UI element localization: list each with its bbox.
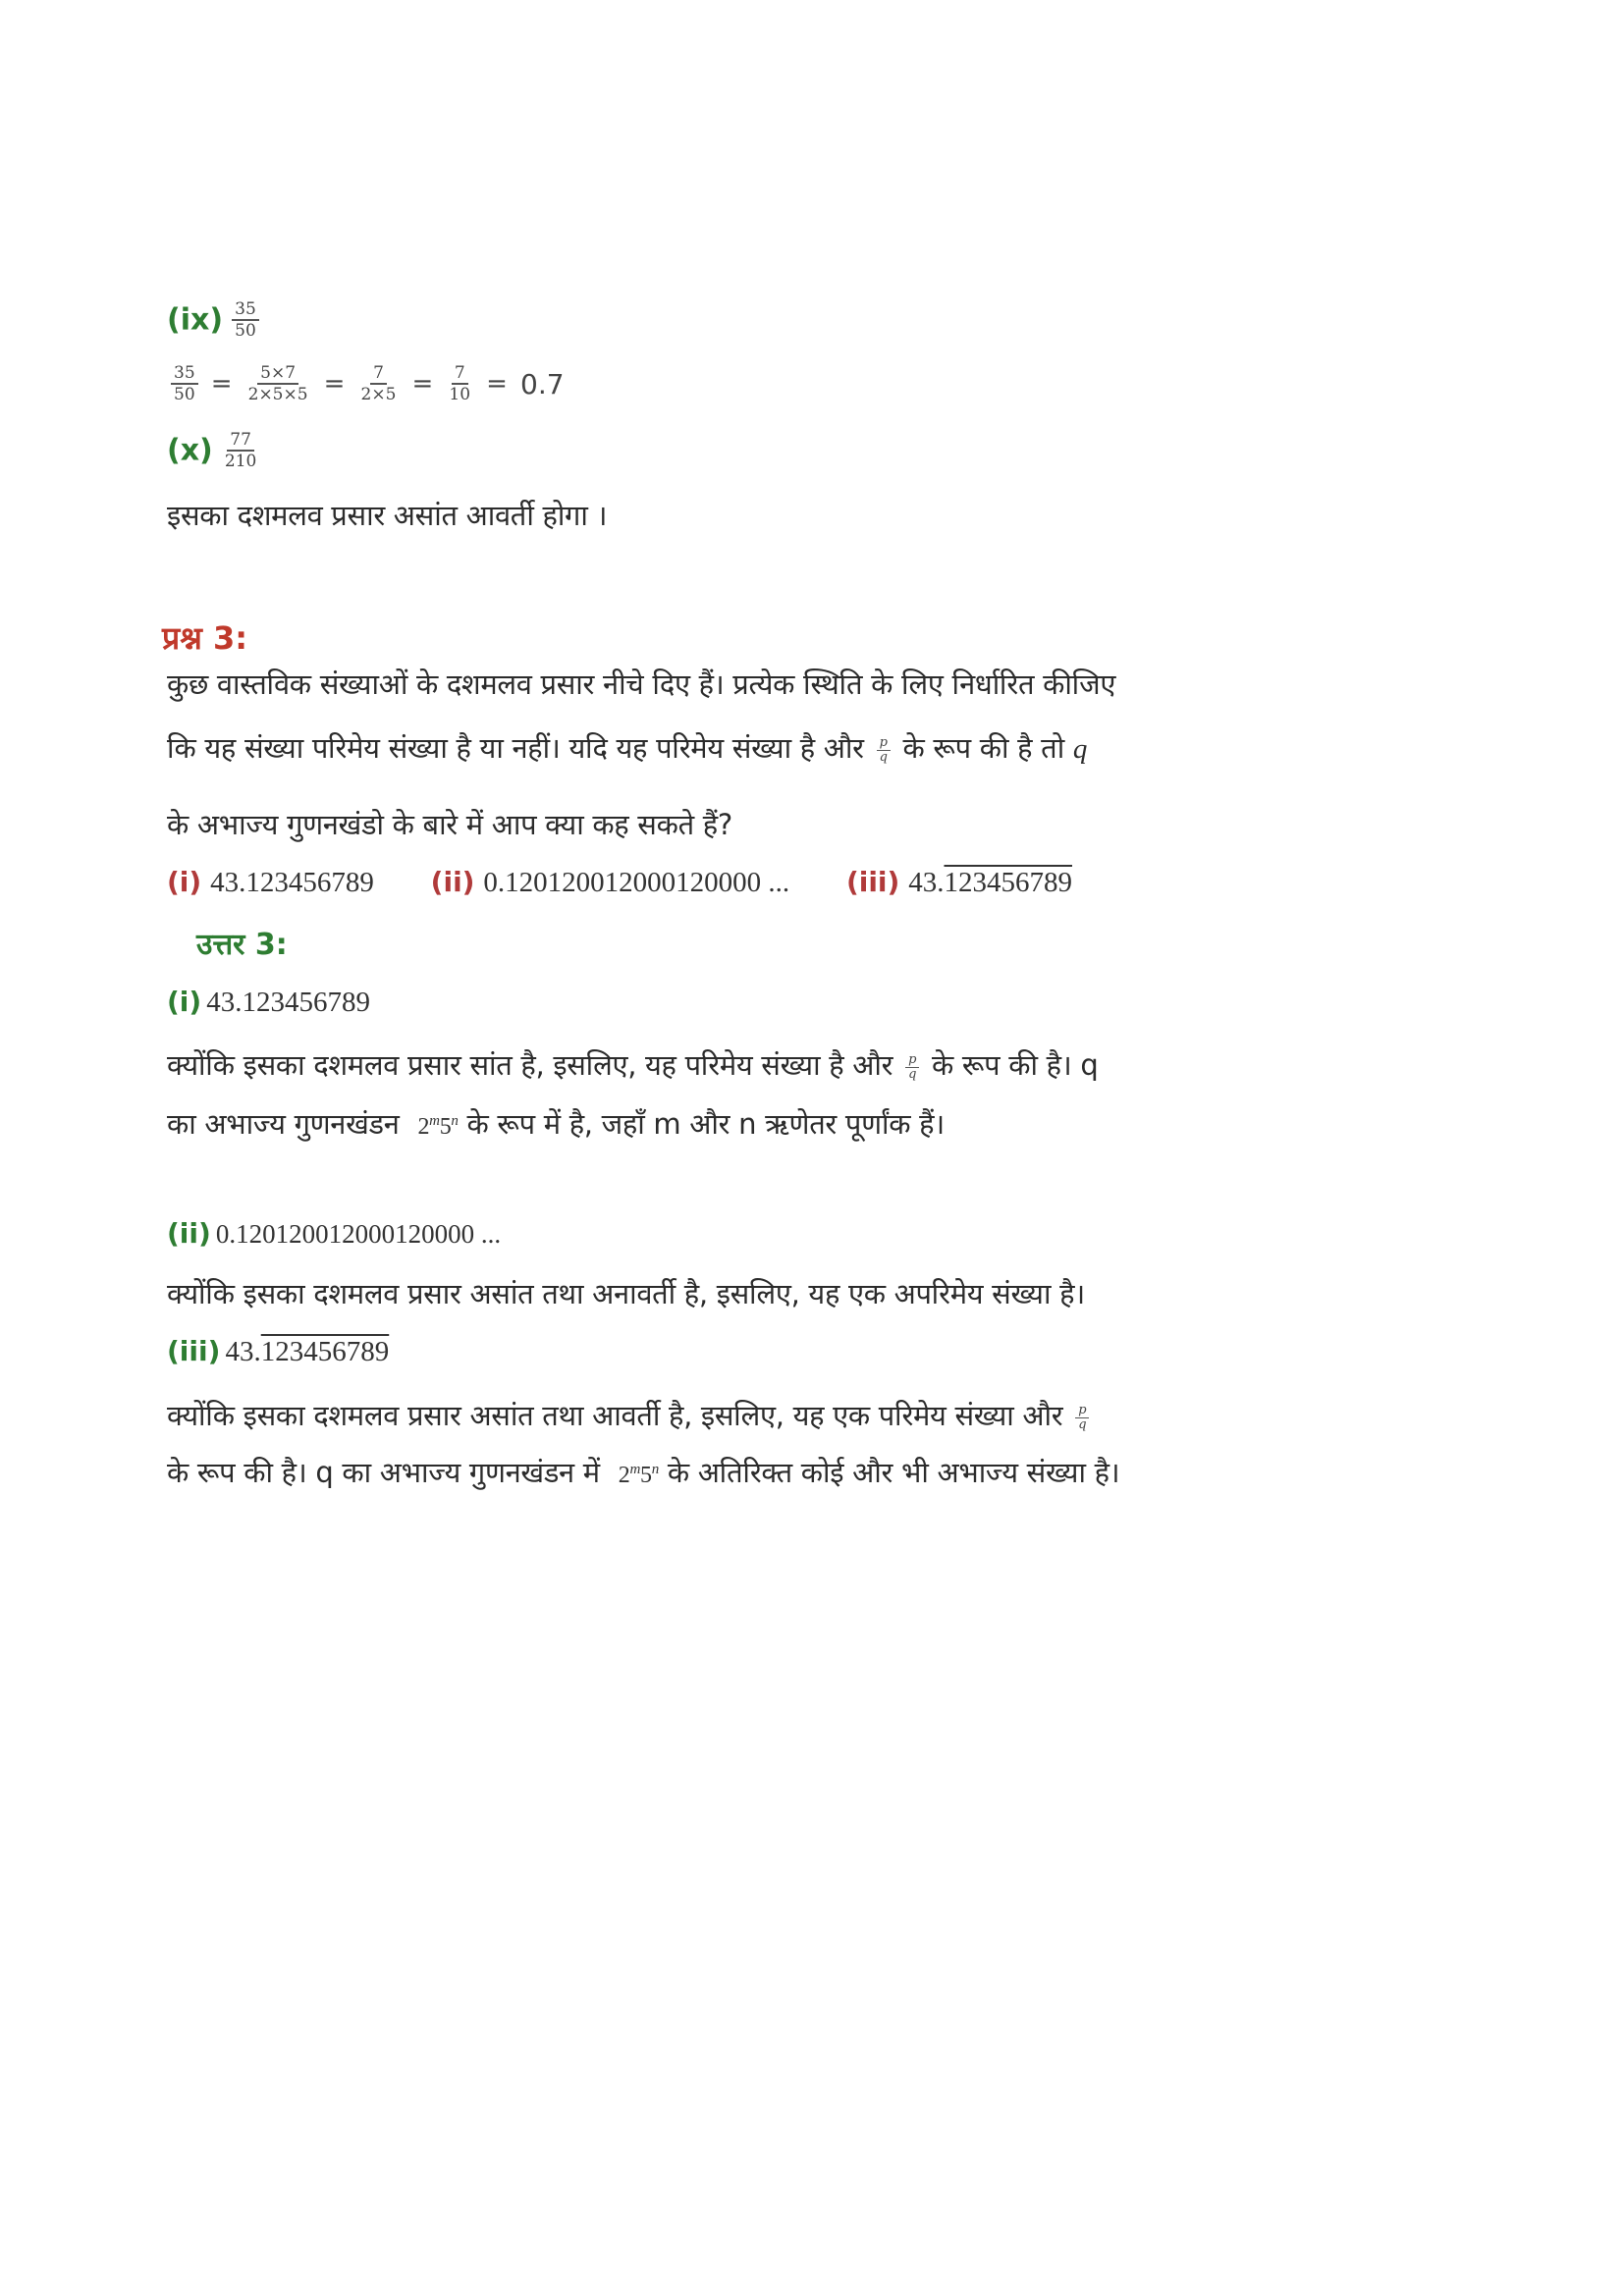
p-over-q: $\frac{p}{q}$ [1075,1404,1089,1432]
repeating-digits: 123456789 [944,867,1072,898]
p-over-q: $\frac{p}{q}$ [877,736,891,765]
part-label: (iii) [167,1335,221,1367]
answer-iii-line-1: क्योंकि इसका दशमलव प्रसार असांत तथा आवर्ती है, इसलिए, यह एक परिमेय संख्या और $\frac{p}{q}$ [167,1396,1093,1435]
fraction: $\frac{5\times 7}{2\times 5\times 5}$ [247,363,308,404]
question-heading: प्रश्न 3: [162,619,248,657]
option-value: 43.123456789 [210,867,374,898]
option-label: (ii) [430,866,475,898]
answer-iii-line-2: के रूप की है। q का अभाज्य गुणनखंडन में 2$^m$5$^n$ के अतिरिक्त कोई और भी अभाज्य संख्या है। [167,1456,1120,1489]
prime-form: 2$^m$5$^n$ [417,1113,459,1140]
part-value: 43.123456789 [206,987,371,1018]
part-x-heading [167,430,263,471]
prime-form: 2$^m$5$^n$ [618,1462,659,1488]
part-ix-equation: $\frac{35}{50}$ = $\frac{5\times 7}{2\times 5\times 5}$ = $\frac{7}{2\times 5}$ = $\frac{7}{10}$ = 0.7 [167,363,568,404]
answer-part-i [167,986,370,1019]
part-value: 0.120120012000120000 ... [215,1219,502,1249]
p-over-q: $\frac{p}{q}$ [905,1053,919,1082]
answer-i-line-1: क्योंकि इसका दशमलव प्रसार सांत है, इसलिए, यह परिमेय संख्या है और $\frac{p}{q}$ के रूप की है। q [167,1048,1099,1082]
part-label: (ix) [167,302,224,338]
fraction: $\frac{7}{10}$ [449,363,471,404]
fraction: $\frac{7}{2\times 5}$ [360,363,397,404]
fraction: $\frac{35}{50}$ [232,299,259,341]
question-line-3: के अभाज्य गुणनखंडो के बारे में आप क्या कह सकते हैं? [167,808,732,841]
part-x-text: इसका दशमलव प्रसार असांत आवर्ती होगा । [167,499,608,532]
fraction: $\frac{35}{50}$ [171,363,198,404]
repeating-digits: 123456789 [260,1336,390,1367]
answer-part-ii [167,1217,501,1250]
part-ix-heading [167,299,263,341]
option-value: 0.120120012000120000 ... [483,867,790,898]
fraction: $\frac{77}{210}$ [224,430,257,471]
question-line-2: कि यह संख्या परिमेय संख्या है या नहीं। यदि यह परिमेय संख्या है और $\frac{p}{q}$ के रूप की है तो q [167,731,1088,765]
question-options: (i) 43.123456789 (ii) 0.120120012000120000 ... (iii) 43.123456789 [167,866,1072,898]
answer-part-iii: (iii) 43.123456789 [167,1335,390,1367]
answer-i-line-2: का अभाज्य गुणनखंडन 2$^m$5$^n$ के रूप में है, जहाँ m और n ऋणेतर पूर्णांक हैं। [167,1107,945,1141]
answer-ii-line-1: क्योंकि इसका दशमलव प्रसार असांत तथा अनावर्ती है, इसलिए, यह एक अपरिमेय संख्या है। [167,1277,1085,1310]
option-label: (iii) [845,866,900,898]
part-label: (ii) [167,1217,211,1250]
part-label: (x) [167,433,213,468]
question-line-1: कुछ वास्तविक संख्याओं के दशमलव प्रसार नीचे दिए हैं। प्रत्येक स्थिति के लिए निर्धारित कीजिए [167,667,1116,701]
answer-heading: उत्तर 3: [196,928,288,962]
part-label: (i) [167,986,202,1018]
option-label: (i) [167,866,202,898]
result-value: 0.7 [520,367,565,400]
